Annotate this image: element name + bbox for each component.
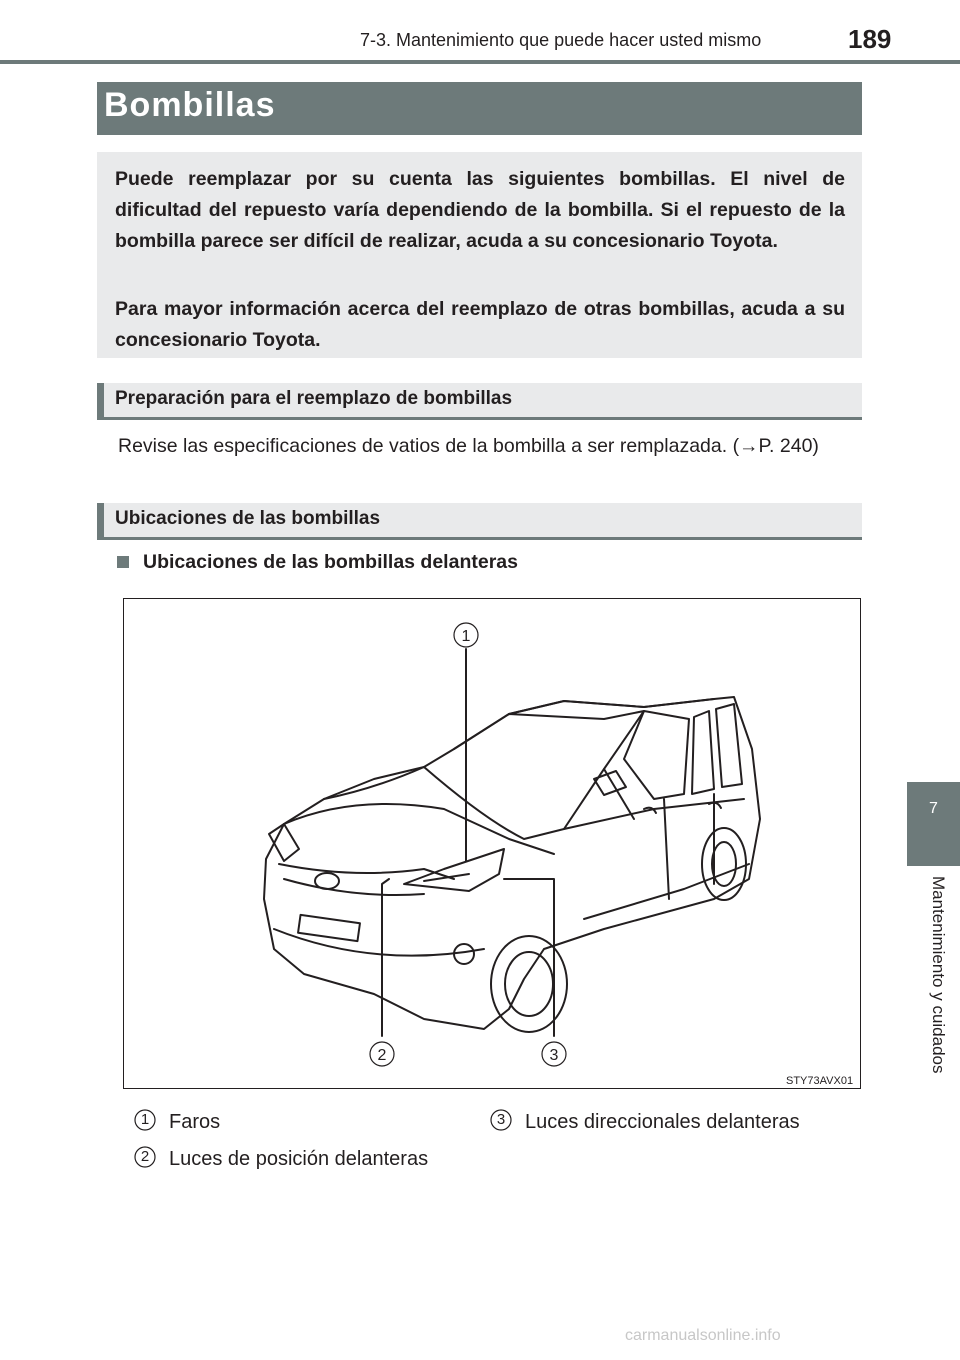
intro-paragraph-2: Para mayor información acerca del reemplazo de otras bombillas, acuda a su concesionario Toyota.: [115, 298, 845, 351]
page-number: 189: [848, 24, 892, 54]
page-title: Bombillas: [104, 86, 276, 124]
running-header-section: 7-3. Mantenimiento que puede hacer usted mismo: [360, 30, 762, 50]
legend-number-text: 1: [140, 1111, 150, 1128]
legend-number-text: 2: [140, 1148, 150, 1165]
section-heading-preparation: [97, 383, 862, 420]
section-heading-label: Preparación para el reemplazo de bombillas: [115, 388, 513, 409]
legend-number-text: 3: [496, 1111, 506, 1128]
legend-label-turn-signals: Luces direccionales delanteras: [525, 1111, 800, 1133]
section-heading-locations: [97, 503, 862, 540]
vehicle-illustration: [123, 598, 861, 1089]
section-marker: [97, 383, 104, 420]
car-drawing: [124, 599, 862, 1090]
header-rule: [0, 60, 960, 64]
callout-3: 3: [549, 1047, 559, 1064]
legend-label-position-lights: Luces de posición delanteras: [169, 1148, 429, 1170]
callout-2: 2: [377, 1047, 387, 1064]
subheading-text: Ubicaciones de las bombillas delanteras: [143, 551, 518, 573]
intro-paragraph-1: Puede reemplazar por su cuenta las siguientes bombillas. El nivel de dificultad del repuesto varía dependiendo de la bombilla. Si el repuesto de la bombilla parece ser difícil de realizar, acuda a su concesionario Toyota.: [115, 168, 845, 252]
legend-label-faros: Faros: [169, 1111, 221, 1133]
section-body-text: Revise las especificaciones de vatios de la bombilla a ser remplazada. (→P. 240): [118, 435, 819, 457]
subheading: [117, 551, 518, 574]
chapter-tab: [907, 782, 960, 866]
chapter-number: 7: [929, 800, 938, 817]
square-bullet-icon: [117, 556, 129, 568]
chapter-title: Mantenimiento y cuidados: [929, 876, 948, 1074]
legend-number-1: [134, 1109, 156, 1131]
legend-number-3: [490, 1109, 512, 1131]
watermark: carmanualsonline.info: [625, 1327, 781, 1344]
section-marker: [97, 503, 104, 540]
legend-number-2: [134, 1146, 156, 1168]
section-heading-label: Ubicaciones de las bombillas: [115, 508, 381, 529]
callout-1: 1: [461, 628, 471, 645]
figure-code: STY73AVX01: [786, 1075, 854, 1087]
